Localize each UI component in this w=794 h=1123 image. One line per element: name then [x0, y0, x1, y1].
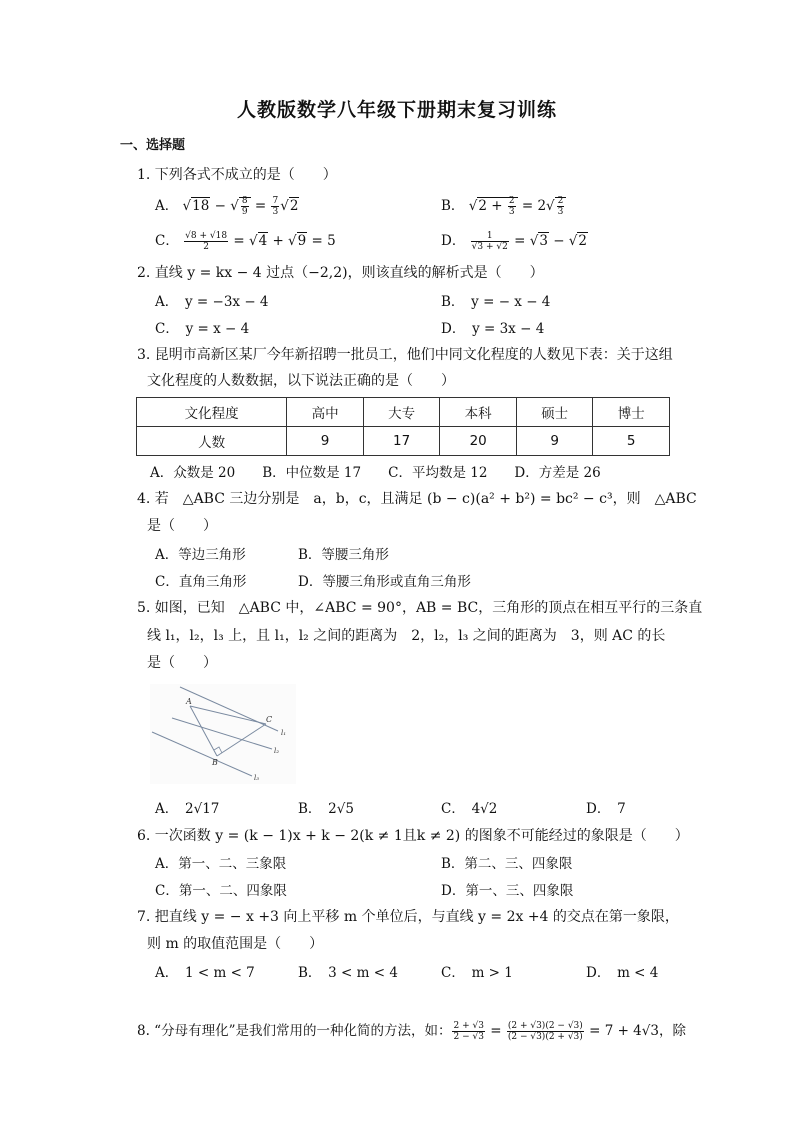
q5-option-b: B． 2√5: [298, 801, 354, 817]
q1-option-b: B． √2 + $\frac{2}{3}$ = 2√ $\frac{2}{3}$: [441, 194, 566, 217]
label-c: C: [266, 715, 273, 724]
table-cell: 9: [516, 427, 593, 456]
table-header-row: [137, 398, 670, 427]
table-cell: 大专: [363, 398, 440, 427]
table-cell: 博士: [593, 398, 670, 427]
table-cell: 20: [440, 427, 517, 456]
q7-option-a: A． 1 < m < 7: [155, 965, 255, 981]
q6-option-a: A．第一、二、三象限: [155, 856, 287, 872]
table-cell: 5: [593, 427, 670, 456]
q7-option-b: B． 3 < m < 4: [298, 965, 398, 981]
q8-stem-end: = 7 + 4√3，除: [589, 1023, 686, 1039]
q4-option-d: D．等腰三角形或直角三角形: [298, 574, 471, 590]
option-letter: D．: [441, 233, 466, 249]
option-letter: B．: [441, 198, 465, 214]
q5-option-a: A． 2√17: [155, 801, 220, 817]
education-table: [136, 397, 670, 456]
question-1-stem: 1. 下列各式不成立的是（ ）: [137, 167, 337, 183]
q4-option-b: B．等腰三角形: [298, 547, 389, 563]
question-4-stem-line1: 4. 若 △ABC 三边分别是 a，b，c，且满足 (b − c)(a² + b²) = bc² − c³，则 △ABC: [137, 491, 697, 507]
side-bc: [217, 724, 266, 756]
q6-option-b: B．第二、三、四象限: [441, 856, 573, 872]
table-cell: 人数: [137, 427, 287, 456]
q1-option-a: A． √18 − √ $\frac{8}{9}$ = $\frac{7}{3}$ √2: [155, 196, 299, 217]
table-cell: 文化程度: [137, 398, 287, 427]
q7-option-c: C． m > 1: [441, 965, 513, 981]
q8-stem-start: 8. “分母有理化”是我们常用的一种化简的方法，如：: [137, 1023, 452, 1039]
q4-option-a: A．等边三角形: [155, 547, 246, 563]
q6-option-c: C．第一、二、四象限: [155, 883, 287, 899]
label-l1: l₁: [281, 729, 287, 737]
option-letter: C．: [155, 233, 179, 249]
q4-option-c: C．直角三角形: [155, 574, 247, 590]
q5-option-d: D． 7: [586, 801, 626, 817]
question-3-stem-line2: 文化程度的人数数据，以下说法正确的是（ ）: [147, 373, 455, 389]
q5-option-c: C． 4√2: [441, 801, 498, 817]
q1-option-c: C． $\frac{√8 + √18}{2}$ = √4 + √9 = 5: [155, 231, 336, 252]
label-l2: l₂: [274, 747, 280, 755]
question-5-stem-line1: 5. 如图，已知 △ABC 中，∠ABC = 90°，AB = BC，三角形的顶点在相互平行的三条直: [137, 600, 703, 616]
question-2-stem: 2. 直线 y = kx − 4 过点（−2,2)，则该直线的解析式是（ ）: [137, 265, 544, 281]
question-5-stem-line2: 线 l₁，l₂，l₃ 上，且 l₁，l₂ 之间的距离为 2，l₂，l₃ 之间的距离为 3，则 AC 的长: [147, 628, 666, 644]
option-letter: A．: [155, 198, 179, 214]
q2-option-b: B． y = − x − 4: [441, 294, 551, 310]
table-row: [137, 427, 670, 456]
question-3-stem-line1: 3. 昆明市高新区某厂今年新招聘一批员工，他们中同文化程度的人数见下表：关于这组: [137, 347, 673, 363]
table-cell: 硕士: [516, 398, 593, 427]
table-cell: 高中: [287, 398, 364, 427]
line-l2: [172, 718, 272, 749]
q2-option-a: A． y = −3x − 4: [155, 294, 269, 310]
q3-options: A．众数是 20 B．中位数是 17 C．平均数是 12 D．方差是 26: [150, 465, 601, 481]
question-7-stem-line1: 7. 把直线 y = − x +3 向上平移 m 个单位后，与直线 y = 2x +4 的交点在第一象限，: [137, 909, 679, 925]
q2-option-c: C． y = x − 4: [155, 321, 250, 337]
triangle-figure: [150, 684, 296, 784]
parallel-lines-diagram: [150, 684, 296, 784]
question-8-stem: 8. “分母有理化”是我们常用的一种化简的方法，如： $\frac{2 + √3}{2 - √3}$ = $\frac{(2 + √3)(2 - √3)}{(2 - √3)(2 + √3)}$ = 7 + 4√3，除: [137, 1021, 686, 1042]
label-l3: l₃: [254, 774, 260, 782]
question-6-stem: 6. 一次函数 y = (k − 1)x + k − 2(k ≠ 1且k ≠ 2) 的图象不可能经过的象限是（ ）: [137, 828, 689, 844]
question-5-stem-line3: 是（ ）: [147, 655, 217, 671]
page-title: 人教版数学八年级下册期末复习训练: [236, 99, 557, 121]
q6-option-d: D．第一、三、四象限: [441, 883, 574, 899]
section-heading: 一、选择题: [120, 138, 186, 153]
table-cell: 本科: [440, 398, 517, 427]
table-cell: 17: [363, 427, 440, 456]
label-b: B: [212, 758, 218, 767]
q2-option-d: D． y = 3x − 4: [441, 321, 545, 337]
question-7-stem-line2: 则 m 的取值范围是（ ）: [147, 936, 324, 952]
table-cell: 9: [287, 427, 364, 456]
label-a: A: [186, 697, 192, 706]
q8-frac-1: $\frac{2 + √3}{2 - √3}$: [453, 1021, 484, 1042]
question-4-stem-line2: 是（ ）: [147, 518, 217, 534]
q7-option-d: D． m < 4: [586, 965, 659, 981]
line-l1: [180, 687, 278, 731]
q1-option-d: D． $\frac{1}{√3 + √2}$ = √3 − √2: [441, 231, 587, 252]
q8-frac-2: $\frac{(2 + √3)(2 - √3)}{(2 - √3)(2 + √3)}$: [507, 1021, 583, 1042]
